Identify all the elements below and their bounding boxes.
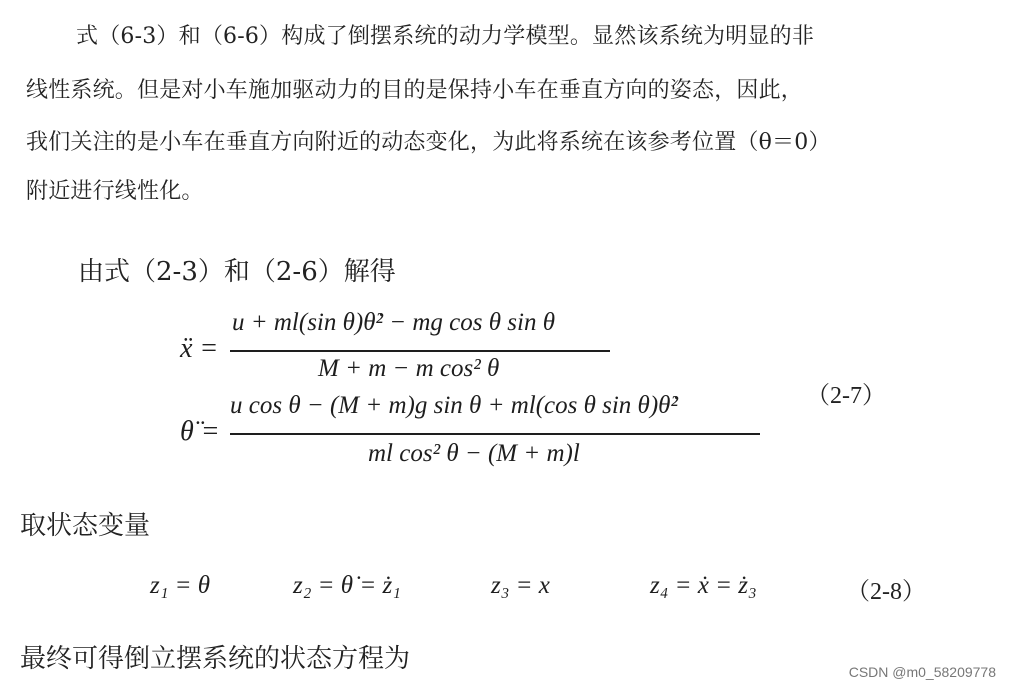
paragraph-line-1: 式（6-3）和（6-6）构成了倒摆系统的动力学模型。显然该系统为明显的非 bbox=[76, 24, 815, 49]
state-z2: z₂ = θ̇ = ż₁ bbox=[293, 572, 401, 599]
theta-ddot-numerator: u cos θ − (M + m)g sin θ + ml(cos θ sin θ)θ̇² bbox=[230, 392, 678, 419]
theta-ddot-lhs: θ̈ = bbox=[180, 416, 220, 447]
derivation-intro: 由式（2-3）和（2-6）解得 bbox=[78, 257, 396, 287]
equation-tag-2-8: （2-8） bbox=[846, 579, 926, 605]
state-z3: z₃ = x bbox=[491, 572, 550, 599]
paragraph-line-2: 线性系统。但是对小车施加驱动力的目的是保持小车在垂直方向的姿态，因此， bbox=[26, 78, 804, 103]
csdn-watermark: CSDN @m0_58209778 bbox=[848, 664, 996, 680]
paragraph-line-3: 我们关注的是小车在垂直方向附近的动态变化，为此将系统在该参考位置（θ＝0） bbox=[26, 130, 831, 155]
theta-ddot-denominator: ml cos² θ − (M + m)l bbox=[368, 440, 580, 467]
state-z4: z₄ = ẋ = ż₃ bbox=[650, 572, 757, 599]
state-variables-label: 取状态变量 bbox=[20, 511, 151, 541]
x-ddot-denominator: M + m − m cos² θ bbox=[318, 355, 500, 382]
x-ddot-lhs: ẍ = bbox=[180, 333, 219, 364]
equation-tag-2-7: （2-7） bbox=[806, 383, 886, 409]
x-ddot-fraction-bar bbox=[230, 350, 610, 352]
theta-ddot-fraction-bar bbox=[230, 433, 760, 435]
paragraph-line-4: 附近进行线性化。 bbox=[26, 179, 204, 204]
state-z1: z₁ = θ bbox=[150, 572, 211, 599]
state-equation-label: 最终可得倒立摆系统的状态方程为 bbox=[20, 644, 411, 674]
x-ddot-numerator: u + ml(sin θ)θ̇² − mg cos θ sin θ bbox=[232, 309, 555, 336]
